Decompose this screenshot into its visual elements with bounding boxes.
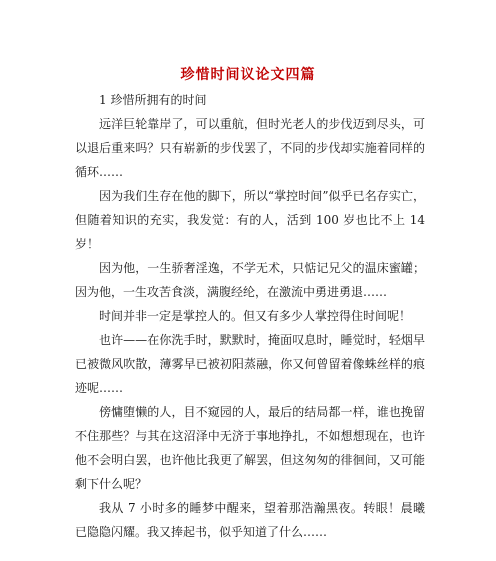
document-title: 珍惜时间议论文四篇	[180, 67, 316, 83]
paragraph: 也许——在你洗手时，默默时，掩面叹息时，睡觉时，轻烟早已被微风吹散，薄雾早已被初阳蒸融，你又何曾留着像蛛丝样的痕迹呢……	[75, 333, 425, 395]
paragraph: 因为我们生存在他的脚下，所以“掌控时间”似乎已名存实亡，但随着知识的充实，我发觉：有的人，活到 100 岁也比不上 14 岁！	[75, 189, 425, 251]
section-heading: 1 珍惜所拥有的时间	[99, 93, 207, 107]
paragraph: 我从 7 小时多的睡梦中醒来，望着那浩瀚黑夜。转眼！晨曦已隐隐闪耀。我又捧起书，似乎知道了什么……	[75, 501, 425, 539]
paragraph: 远洋巨轮靠岸了，可以重航，但时光老人的步伐迈到尽头，可以退后重来吗？只有崭新的步伐罢了，不同的步伐却实施着同样的循环……	[75, 117, 425, 179]
document-body	[75, 88, 425, 544]
paragraph: 因为他，一生骄奢淫逸，不学无术，只惦记兄父的温床蜜罐；因为他，一生攻苦食淡，满腹经纶，在激流中勇进勇退……	[75, 261, 425, 299]
paragraph: 傍慵堕懒的人，目不窥园的人，最后的结局都一样，谁也挽留不住那些？与其在这沼泽中无济于事地挣扎，不如想想现在，也许他不会明白罢，也许他比我更了解罢，但这匆匆的徘徊间，又可能剩下什么呢？	[75, 405, 425, 491]
paragraph: 时间并非一定是掌控人的。但又有多少人掌控得住时间呢！	[99, 309, 412, 323]
